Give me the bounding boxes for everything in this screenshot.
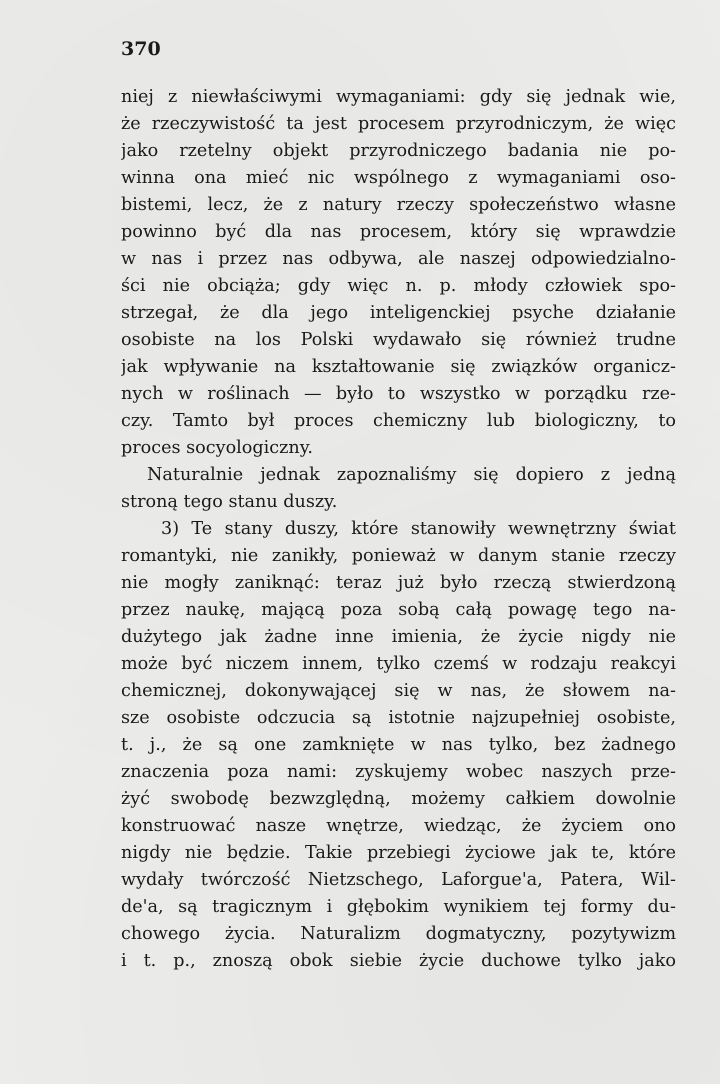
text-line: sze osobiste odczucia są istotnie najzupełniej osobiste,: [121, 708, 676, 728]
text-line: przez naukę, mającą poza sobą całą powagę tego na-: [121, 600, 676, 620]
text-line: że rzeczywistość ta jest procesem przyrodniczym, że więc: [121, 114, 676, 134]
text-line: w nas i przez nas odbywa, ale naszej odpowiedzialno-: [121, 249, 676, 269]
text-line: proces socyologiczny.: [121, 438, 313, 458]
text-line: winna ona mieć nic wspólnego z wymaganiami oso-: [121, 168, 676, 188]
text-line: czy. Tamto był proces chemiczny lub biologiczny, to: [121, 411, 676, 431]
text-line: nych w roślinach — było to wszystko w porządku rze-: [121, 384, 676, 404]
text-line: wydały twórczość Nietzschego, Laforgue'a, Patera, Wil-: [121, 870, 676, 890]
body-text: [121, 84, 676, 975]
text-line: 3) Te stany duszy, które stanowiły wewnętrzny świat: [161, 519, 676, 539]
text-line: chemicznej, dokonywającej się w nas, że słowem na-: [121, 681, 676, 701]
text-line: chowego życia. Naturalizm dogmatyczny, pozytywizm: [121, 924, 676, 944]
text-line: ści nie obciąża; gdy więc n. p. młody człowiek spo-: [121, 276, 676, 296]
text-line: i t. p., znoszą obok siebie życie duchowe tylko jako: [121, 951, 676, 971]
text-line: nigdy nie będzie. Takie przebiegi życiowe jak te, które: [121, 843, 676, 863]
text-line: żyć swobodę bezwzględną, możemy całkiem dowolnie: [121, 789, 676, 809]
text-line: bistemi, lecz, że z natury rzeczy społeczeństwo własne: [121, 195, 676, 215]
page-number: 370: [121, 38, 161, 60]
text-line: niej z niewłaściwymi wymaganiami: gdy się jednak wie,: [121, 87, 676, 107]
text-line: t. j., że są one zamknięte w nas tylko, bez żadnego: [121, 735, 676, 755]
text-line: może być niczem innem, tylko czemś w rodzaju reakcyi: [121, 654, 676, 674]
text-line: strzegał, że dla jego inteligenckiej psyche działanie: [121, 303, 676, 323]
text-line: jak wpływanie na kształtowanie się związków organicz-: [121, 357, 676, 377]
text-line: de'a, są tragicznym i głębokim wynikiem tej formy du-: [121, 897, 676, 917]
text-line: dużytego jak żadne inne imienia, że życie nigdy nie: [121, 627, 676, 647]
text-line: osobiste na los Polski wydawało się również trudne: [121, 330, 676, 350]
text-line: konstruować nasze wnętrze, wiedząc, że życiem ono: [121, 816, 676, 836]
text-line: powinno być dla nas procesem, który się wprawdzie: [121, 222, 676, 242]
text-line: jako rzetelny objekt przyrodniczego badania nie po-: [121, 141, 676, 161]
text-line: stroną tego stanu duszy.: [121, 492, 338, 512]
text-line: nie mogły zaniknąć: teraz już było rzeczą stwierdzoną: [121, 573, 676, 593]
text-line: znaczenia poza nami: zyskujemy wobec naszych prze-: [121, 762, 676, 782]
text-line: Naturalnie jednak zapoznaliśmy się dopiero z jedną: [147, 465, 676, 485]
text-line: romantyki, nie zanikły, ponieważ w danym stanie rzeczy: [121, 546, 676, 566]
